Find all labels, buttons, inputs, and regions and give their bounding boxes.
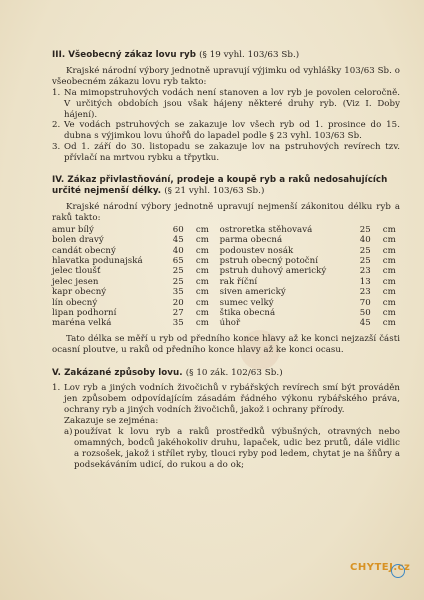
fish-name-right: pstruh obecný potoční xyxy=(219,255,319,266)
fish-length-right: 45 xyxy=(359,318,371,329)
fish-name-left: amur bílý xyxy=(52,224,94,235)
fish-length-left: 35 xyxy=(172,287,184,298)
fish-unit-left: cm xyxy=(195,287,209,298)
min-length-table xyxy=(52,225,400,329)
list-item: 3. Od 1. září do 30. listopadu se zakazuje lov na pstruhových revírech tzv. přívlačí na mrtvou rybku a třpytku. xyxy=(52,142,400,164)
fish-unit-left: cm xyxy=(195,307,209,318)
section-3-ref: (§ 19 vyhl. 103/63 Sb.) xyxy=(199,50,300,60)
section-5-ref: (§ 10 zák. 102/63 Sb.) xyxy=(185,367,283,378)
fish-length-left: 40 xyxy=(172,245,184,256)
section-3-list xyxy=(52,88,400,164)
fish-name-left: candát obecný xyxy=(52,245,116,256)
section-3-heading xyxy=(52,50,400,61)
fish-name-right: sumec velký xyxy=(219,297,274,308)
fish-name-right: rak říční xyxy=(219,276,258,287)
forbidden-label: Zakazuje se zejména: xyxy=(64,416,159,427)
table-row xyxy=(52,318,400,328)
list-item: 1. Na mimopstruhových vodách není stanoven a lov ryb je povolen celoročně. V určitých obdobích jsou však hájeny některé druhy ryb. (Viz I. Doby hájení). xyxy=(52,87,400,120)
section-5-title: V. Zakázané způsoby lovu. xyxy=(52,367,183,378)
table-row xyxy=(52,287,400,297)
fish-length-left: 20 xyxy=(172,297,184,308)
section-4-intro: Krajské národní výbory jednotně upravují nejmenší zákonitou délku ryb a raků takto: xyxy=(52,201,400,223)
fish-length-right: 25 xyxy=(359,224,371,235)
fish-name-left: lipan podhorní xyxy=(52,307,117,318)
fish-unit-left: cm xyxy=(195,255,209,266)
fish-unit-left: cm xyxy=(195,266,209,277)
fish-unit-right: cm xyxy=(382,245,396,256)
fish-length-left: 60 xyxy=(172,224,184,235)
table-row xyxy=(52,246,400,256)
fish-name-right: štika obecná xyxy=(219,307,276,318)
fish-length-left: 25 xyxy=(172,266,184,277)
section-3-title: III. Všeobecný zákaz lovu ryb xyxy=(52,50,196,60)
fish-name-left: jelec jesen xyxy=(52,276,99,287)
section-4-heading xyxy=(52,175,400,197)
section-4-title: IV. Zákaz přivlastňování, prodeje a koupě ryb a raků nedosahujících určité nejmenší délky. xyxy=(52,175,388,196)
table-row xyxy=(52,266,400,276)
fish-unit-right: cm xyxy=(382,318,396,329)
fish-unit-right: cm xyxy=(382,235,396,246)
fish-name-left: jelec tloušť xyxy=(52,266,101,277)
fish-length-right: 25 xyxy=(359,255,371,266)
fish-length-left: 25 xyxy=(172,276,184,287)
fish-length-right: 25 xyxy=(359,245,371,256)
fish-unit-right: cm xyxy=(382,307,396,318)
fish-length-right: 23 xyxy=(359,287,371,298)
fish-unit-left: cm xyxy=(195,235,209,246)
table-row xyxy=(52,256,400,266)
fish-unit-right: cm xyxy=(382,276,396,287)
document-body xyxy=(52,42,400,471)
fish-name-right: úhoř xyxy=(219,318,241,329)
fish-length-left: 27 xyxy=(172,307,184,318)
fish-length-right: 40 xyxy=(359,235,371,246)
fish-name-left: maréna velká xyxy=(52,318,112,329)
fish-length-right: 50 xyxy=(359,307,371,318)
section-5-list xyxy=(52,383,400,416)
fish-unit-left: cm xyxy=(195,318,209,329)
section-5-heading xyxy=(52,368,400,379)
fish-name-left: lín obecný xyxy=(52,297,98,308)
fish-name-left: hlavatka podunajská xyxy=(52,255,143,266)
fish-length-right: 23 xyxy=(359,266,371,277)
fish-name-right: parma obecná xyxy=(219,235,283,246)
fish-unit-left: cm xyxy=(195,245,209,256)
table-row xyxy=(52,225,400,235)
table-row xyxy=(52,277,400,287)
fish-unit-left: cm xyxy=(195,297,209,308)
fish-unit-right: cm xyxy=(382,266,396,277)
fish-unit-right: cm xyxy=(382,255,396,266)
fish-name-right: pstruh duhový americký xyxy=(219,266,327,277)
fish-name-right: ostroretka stěhovavá xyxy=(219,224,313,235)
fish-name-right: siven americký xyxy=(219,287,286,298)
fish-length-right: 13 xyxy=(359,276,371,287)
table-row xyxy=(52,235,400,245)
fish-length-left: 65 xyxy=(172,255,184,266)
section-4-ref: (§ 21 vyhl. 103/63 Sb.) xyxy=(164,185,265,196)
table-row xyxy=(52,308,400,318)
fish-name-left: kapr obecný xyxy=(52,287,107,298)
fish-name-left: bolen dravý xyxy=(52,235,104,246)
fish-unit-left: cm xyxy=(195,224,209,235)
logo-ring-icon xyxy=(391,564,405,578)
fish-unit-right: cm xyxy=(382,297,396,308)
fish-unit-right: cm xyxy=(382,287,396,298)
fish-length-left: 35 xyxy=(172,318,184,329)
table-row xyxy=(52,298,400,308)
fish-name-right: podoustev nosák xyxy=(219,245,294,256)
fish-length-left: 45 xyxy=(172,235,184,246)
list-item: 1. Lov ryb a jiných vodních živočichů v rybářských revírech smí být prováděn jen způsobem odpovídajícím zásadám řádného výkonu rybářského práva, ochrany ryb a jiných vodních živočichů, jakož i ochrany přírody. xyxy=(52,383,400,416)
section-3-intro: Krajské národní výbory jednotně upravují výjimku od vyhlášky 103/63 Sb. o všeobecném zákazu lovu ryb takto: xyxy=(52,65,400,87)
fish-length-right: 70 xyxy=(359,297,371,308)
section-4-note: Tato délka se měří u ryb od předního konce hlavy až ke konci nejzazší části ocasní ploutve, u raků od předního konce hlavy až ke konci ocasu. xyxy=(52,333,400,355)
fish-unit-right: cm xyxy=(382,224,396,235)
forbidden-item-a: a) používat k lovu ryb a raků prostředků výbušných, otravných nebo omamných, bodců jakéhokoliv druhu, lapaček, udic bez prutů, dále vidlic a rozsošek, jakož i střílet ryby, tlouci ryby pod ledem, chytat je na šňůry a podsekáváním udicí, do rukou a do ok; xyxy=(64,427,400,470)
watermark-logo: CHYTEJ.cz xyxy=(350,562,410,584)
fish-unit-left: cm xyxy=(195,276,209,287)
list-item: 2. Ve vodách pstruhových se zakazuje lov všech ryb od 1. prosince do 15. dubna s výjimkou lovu úhořů do lapadel podle § 23 vyhl. 103/63 Sb. xyxy=(52,120,400,142)
